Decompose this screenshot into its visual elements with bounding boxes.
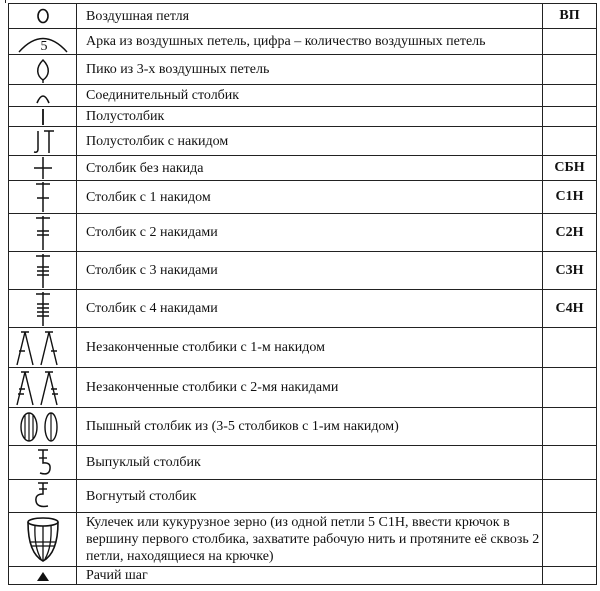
row-label: Вогнутый столбик [77, 480, 543, 513]
row-label: Пышный столбик из (3-5 столбиков с 1-им накидом) [77, 408, 543, 446]
table-row [9, 290, 597, 328]
back-post-icon [9, 480, 77, 513]
row-abbreviation [543, 567, 597, 585]
table-row [9, 252, 597, 290]
row-abbreviation [543, 85, 597, 107]
row-abbreviation: С1Н [543, 181, 597, 214]
row-abbreviation [543, 29, 597, 55]
table-row [9, 408, 597, 446]
puff-stitch-icon [9, 408, 77, 446]
row-label: Соединительный столбик [77, 85, 543, 107]
row-abbreviation: С4Н [543, 290, 597, 328]
crochet-symbols-table [8, 3, 597, 585]
table-row [9, 107, 597, 127]
row-label: Арка из воздушных петель, цифра – количество воздушных петель [77, 29, 543, 55]
table-row [9, 156, 597, 181]
row-abbreviation [543, 127, 597, 156]
row-label: Выпуклый столбик [77, 446, 543, 480]
row-label: Незаконченные столбики с 1-м накидом [77, 328, 543, 368]
row-abbreviation: СБН [543, 156, 597, 181]
chain-stitch-icon [9, 4, 77, 29]
slip-stitch-icon [9, 85, 77, 107]
front-post-icon [9, 446, 77, 480]
row-label: Полустолбик с накидом [77, 127, 543, 156]
arc-count-label: 5 [40, 38, 47, 53]
row-label: Столбик с 3 накидами [77, 252, 543, 290]
table-row [9, 513, 597, 567]
row-label: Полустолбик [77, 107, 543, 127]
table-row [9, 446, 597, 480]
table-corner-mark [0, 0, 6, 3]
row-label: Воздушная петля [77, 4, 543, 29]
single-crochet-icon [9, 156, 77, 181]
table-row [9, 328, 597, 368]
row-abbreviation [543, 446, 597, 480]
unfinished-tr-icon [9, 368, 77, 408]
table-row [9, 480, 597, 513]
popcorn-icon [9, 513, 77, 567]
table-row [9, 181, 597, 214]
table-row [9, 55, 597, 85]
row-abbreviation: С2Н [543, 214, 597, 252]
table-row [9, 85, 597, 107]
picot-icon [9, 55, 77, 85]
row-label: Рачий шаг [77, 567, 543, 585]
row-label: Незаконченные столбики с 2-мя накидами [77, 368, 543, 408]
row-label: Столбик с 1 накидом [77, 181, 543, 214]
row-abbreviation [543, 55, 597, 85]
table-row [9, 567, 597, 585]
unfinished-dc-icon [9, 328, 77, 368]
half-stitch-icon [9, 107, 77, 127]
row-label: Столбик с 4 накидами [77, 290, 543, 328]
row-label: Пико из 3-х воздушных петель [77, 55, 543, 85]
crab-stitch-icon [9, 567, 77, 585]
half-double-crochet-icon [9, 127, 77, 156]
table-row [9, 368, 597, 408]
row-abbreviation [543, 513, 597, 567]
row-label: Столбик с 2 накидами [77, 214, 543, 252]
row-abbreviation [543, 368, 597, 408]
row-abbreviation [543, 480, 597, 513]
table-row [9, 4, 597, 29]
row-abbreviation: С3Н [543, 252, 597, 290]
double-treble-icon [9, 252, 77, 290]
triple-treble-icon [9, 290, 77, 328]
row-label: Кулечек или кукурузное зерно (из одной петли 5 С1Н, ввести крючок в вершину первого столбика, захватите рабочую нить и протяните её сквозь 2 петли, находящиеся на крючке) [77, 513, 543, 567]
table-row [9, 29, 597, 55]
double-crochet-icon [9, 181, 77, 214]
treble-crochet-icon [9, 214, 77, 252]
table-row [9, 214, 597, 252]
row-abbreviation [543, 408, 597, 446]
table-row [9, 127, 597, 156]
row-abbreviation [543, 328, 597, 368]
row-abbreviation [543, 107, 597, 127]
row-label: Столбик без накида [77, 156, 543, 181]
row-abbreviation: ВП [543, 4, 597, 29]
chain-arc-icon [9, 29, 77, 55]
